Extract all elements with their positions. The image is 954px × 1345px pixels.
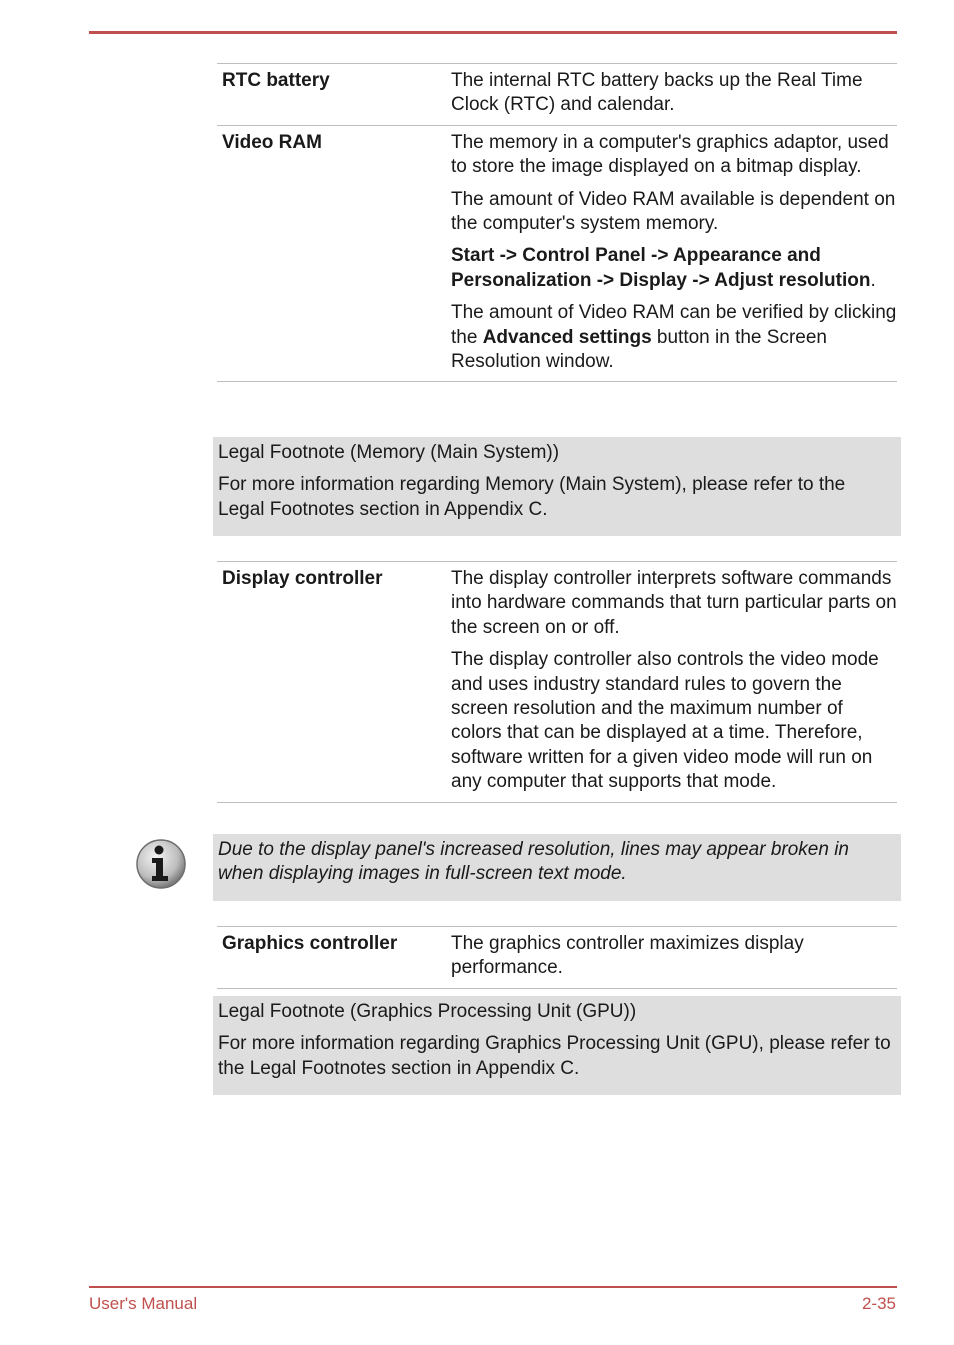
- desc-paragraph: The display controller also controls the video mode and uses industry standard rules to govern the screen resolution and the maximum number of colors that can be displayed at a time. Therefore, software written for a given video mode will run on any computer that supports that mode.: [451, 649, 879, 793]
- header-rule: [89, 31, 897, 34]
- table-row: [217, 64, 897, 126]
- text-span: button in the Screen Resolution window.: [451, 326, 827, 373]
- definition-table-rtc-vram: [217, 63, 897, 382]
- info-note-text: Due to the display panel's increased resolution, lines may appear broken in when displaying images in full-screen text mode.: [218, 839, 849, 885]
- desc-display-controller: [451, 562, 897, 803]
- text-span: The amount of Video RAM can be verified by clicking the: [451, 302, 897, 348]
- desc-video-ram: [451, 125, 897, 382]
- term-rtc-battery: RTC battery: [222, 70, 330, 91]
- advanced-settings-label: Advanced settings: [482, 326, 652, 348]
- note-title: Legal Footnote (Graphics Processing Unit (GPU)): [218, 1001, 637, 1022]
- menu-path-end: .: [870, 269, 876, 291]
- legal-footnote-gpu: [213, 996, 901, 1095]
- footer-page-number: 2-35: [861, 1294, 896, 1313]
- note-title: Legal Footnote (Memory (Main System)): [218, 442, 560, 463]
- legal-footnote-memory: [213, 437, 901, 536]
- note-body: For more information regarding Graphics Processing Unit (GPU), please refer to the Legal Footnotes section in Appendix C.: [218, 1033, 891, 1079]
- term-display-controller: Display controller: [222, 568, 383, 589]
- term-video-ram: Video RAM: [222, 131, 322, 153]
- definition-table-graphics-controller: [217, 926, 897, 989]
- desc-paragraph: The display controller interprets software commands into hardware commands that turn particular parts on the screen on or off.: [451, 568, 897, 638]
- menu-path: [451, 244, 897, 293]
- desc-paragraph: The amount of Video RAM available is dependent on the computer's system memory.: [451, 188, 896, 235]
- desc-paragraph: The graphics controller maximizes display performance.: [451, 933, 804, 979]
- menu-path-bold: Start -> Control Panel -> Appearance and Personalization -> Display -> Adjust resolution: [451, 245, 871, 291]
- term-graphics-controller: Graphics controller: [222, 933, 398, 954]
- info-icon: [135, 838, 187, 890]
- table-row: [217, 562, 897, 803]
- desc-paragraph: The internal RTC battery backs up the Real Time Clock (RTC) and calendar.: [451, 70, 863, 116]
- definition-table-display-controller: [217, 561, 897, 803]
- desc-graphics-controller: [451, 927, 897, 989]
- desc-paragraph: [451, 301, 897, 374]
- table-row: [217, 927, 897, 989]
- footer-rule: [89, 1286, 897, 1288]
- footer-manual-title: User's Manual: [89, 1294, 198, 1313]
- note-body: For more information regarding Memory (Main System), please refer to the Legal Footnotes section in Appendix C.: [218, 474, 846, 520]
- desc-paragraph: The memory in a computer's graphics adaptor, used to store the image displayed on a bitmap display.: [451, 131, 889, 178]
- table-row: [217, 125, 897, 382]
- desc-rtc-battery: [451, 64, 897, 126]
- info-note: [213, 834, 901, 901]
